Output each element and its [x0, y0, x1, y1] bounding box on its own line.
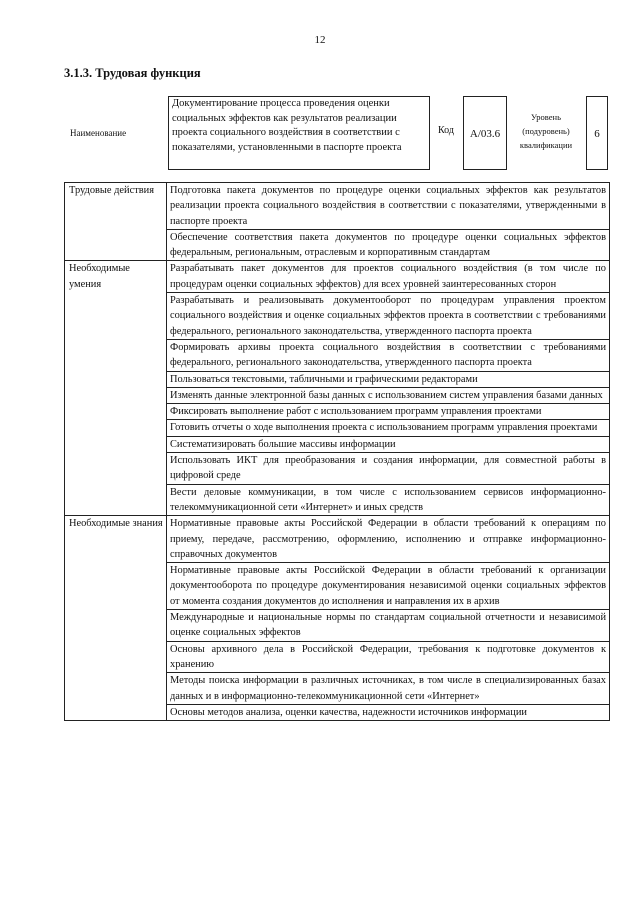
group-item: Систематизировать большие массивы информации [167, 436, 610, 452]
group-item: Использовать ИКТ для преобразования и создания информации, для совместной работы в цифровой среде [167, 453, 610, 485]
section-title: 3.1.3. Трудовая функция [64, 66, 201, 80]
table-row [65, 516, 610, 563]
table-row [65, 183, 610, 230]
group-item: Готовить отчеты о ходе выполнения проекта с использованием программ управления проектами [167, 420, 610, 436]
function-table [64, 182, 610, 721]
name-label: Наименование [70, 128, 127, 138]
group-item: Фиксировать выполнение работ с использованием программ управления проектами [167, 404, 610, 420]
group-item: Вести деловые коммуникации, в том числе с использованием сервисов информационно-телекоммуникационной сети «Интернет» и иных средств [167, 484, 610, 516]
group-item: Разрабатывать и реализовывать документооборот по процедурам управления проектом социального воздействия и оценке социальных эффектов проекта в соответствии с требованиями федерального, регионального законодательства, утвержденного паспорта проекта [167, 293, 610, 340]
level-value: 6 [586, 96, 608, 170]
group-label: Необходимые умения [65, 261, 167, 516]
page-number: 12 [314, 34, 326, 46]
code-label: Код [438, 125, 454, 136]
group-item: Разрабатывать пакет документов для проектов социального воздействия (в том числе по процедурам оценки социальных эффектов) для всех уровней заинтересованных сторон [167, 261, 610, 293]
group-item: Нормативные правовые акты Российской Федерации в области требований к операциям по приему, передаче, рассмотрению, оформлению, исполнению и отправке информационно-справочных документов [167, 516, 610, 563]
group-item: Обеспечение соответствия пакета документов по процедуре оценки социальных эффектов федеральным, региональным, отраслевым и корпоративным стандартам [167, 229, 610, 261]
code-value: A/03.6 [463, 96, 507, 170]
name-value: Документирование процесса проведения оценки социальных эффектов как результатов реализации проекта социального воздействия в соответствии с показателями, установленными в паспорте проекта [168, 96, 430, 170]
group-item: Методы поиска информации в различных источниках, в том числе в специализированных базах данных и в информационно-телекоммуникационной сети «Интернет» [167, 673, 610, 705]
function-header [64, 96, 610, 172]
level-label: Уровень (подуровень) квалификации [519, 112, 573, 150]
group-item: Основы архивного дела в Российской Федерации, требования к подготовке документов к хранению [167, 641, 610, 673]
group-item: Основы методов анализа, оценки качества, надежности источников информации [167, 704, 610, 720]
table-row [65, 261, 610, 293]
group-item: Пользоваться текстовыми, табличными и графическими редакторами [167, 371, 610, 387]
group-label: Трудовые действия [65, 183, 167, 261]
group-item: Международные и национальные нормы по стандартам социальной отчетности и независимой оценке социальных эффектов [167, 610, 610, 642]
group-label: Необходимые знания [65, 516, 167, 721]
group-item: Формировать архивы проекта социального воздействия в соответствии с требованиями федерального, регионального законодательства, утвержденного паспорта проекта [167, 339, 610, 371]
group-item: Изменять данные электронной базы данных с использованием систем управления базами данных [167, 387, 610, 403]
group-item: Подготовка пакета документов по процедуре оценки социальных эффектов как результатов реализации проекта социального воздействия в соответствии с показателями, утвержденными в паспорте проекта [167, 183, 610, 230]
group-item: Нормативные правовые акты Российской Федерации в области требований к организации документооборота по процедуре документирования независимой оценки социальных эффектов от момента создания документов до исполнения и направления их в архив [167, 563, 610, 610]
